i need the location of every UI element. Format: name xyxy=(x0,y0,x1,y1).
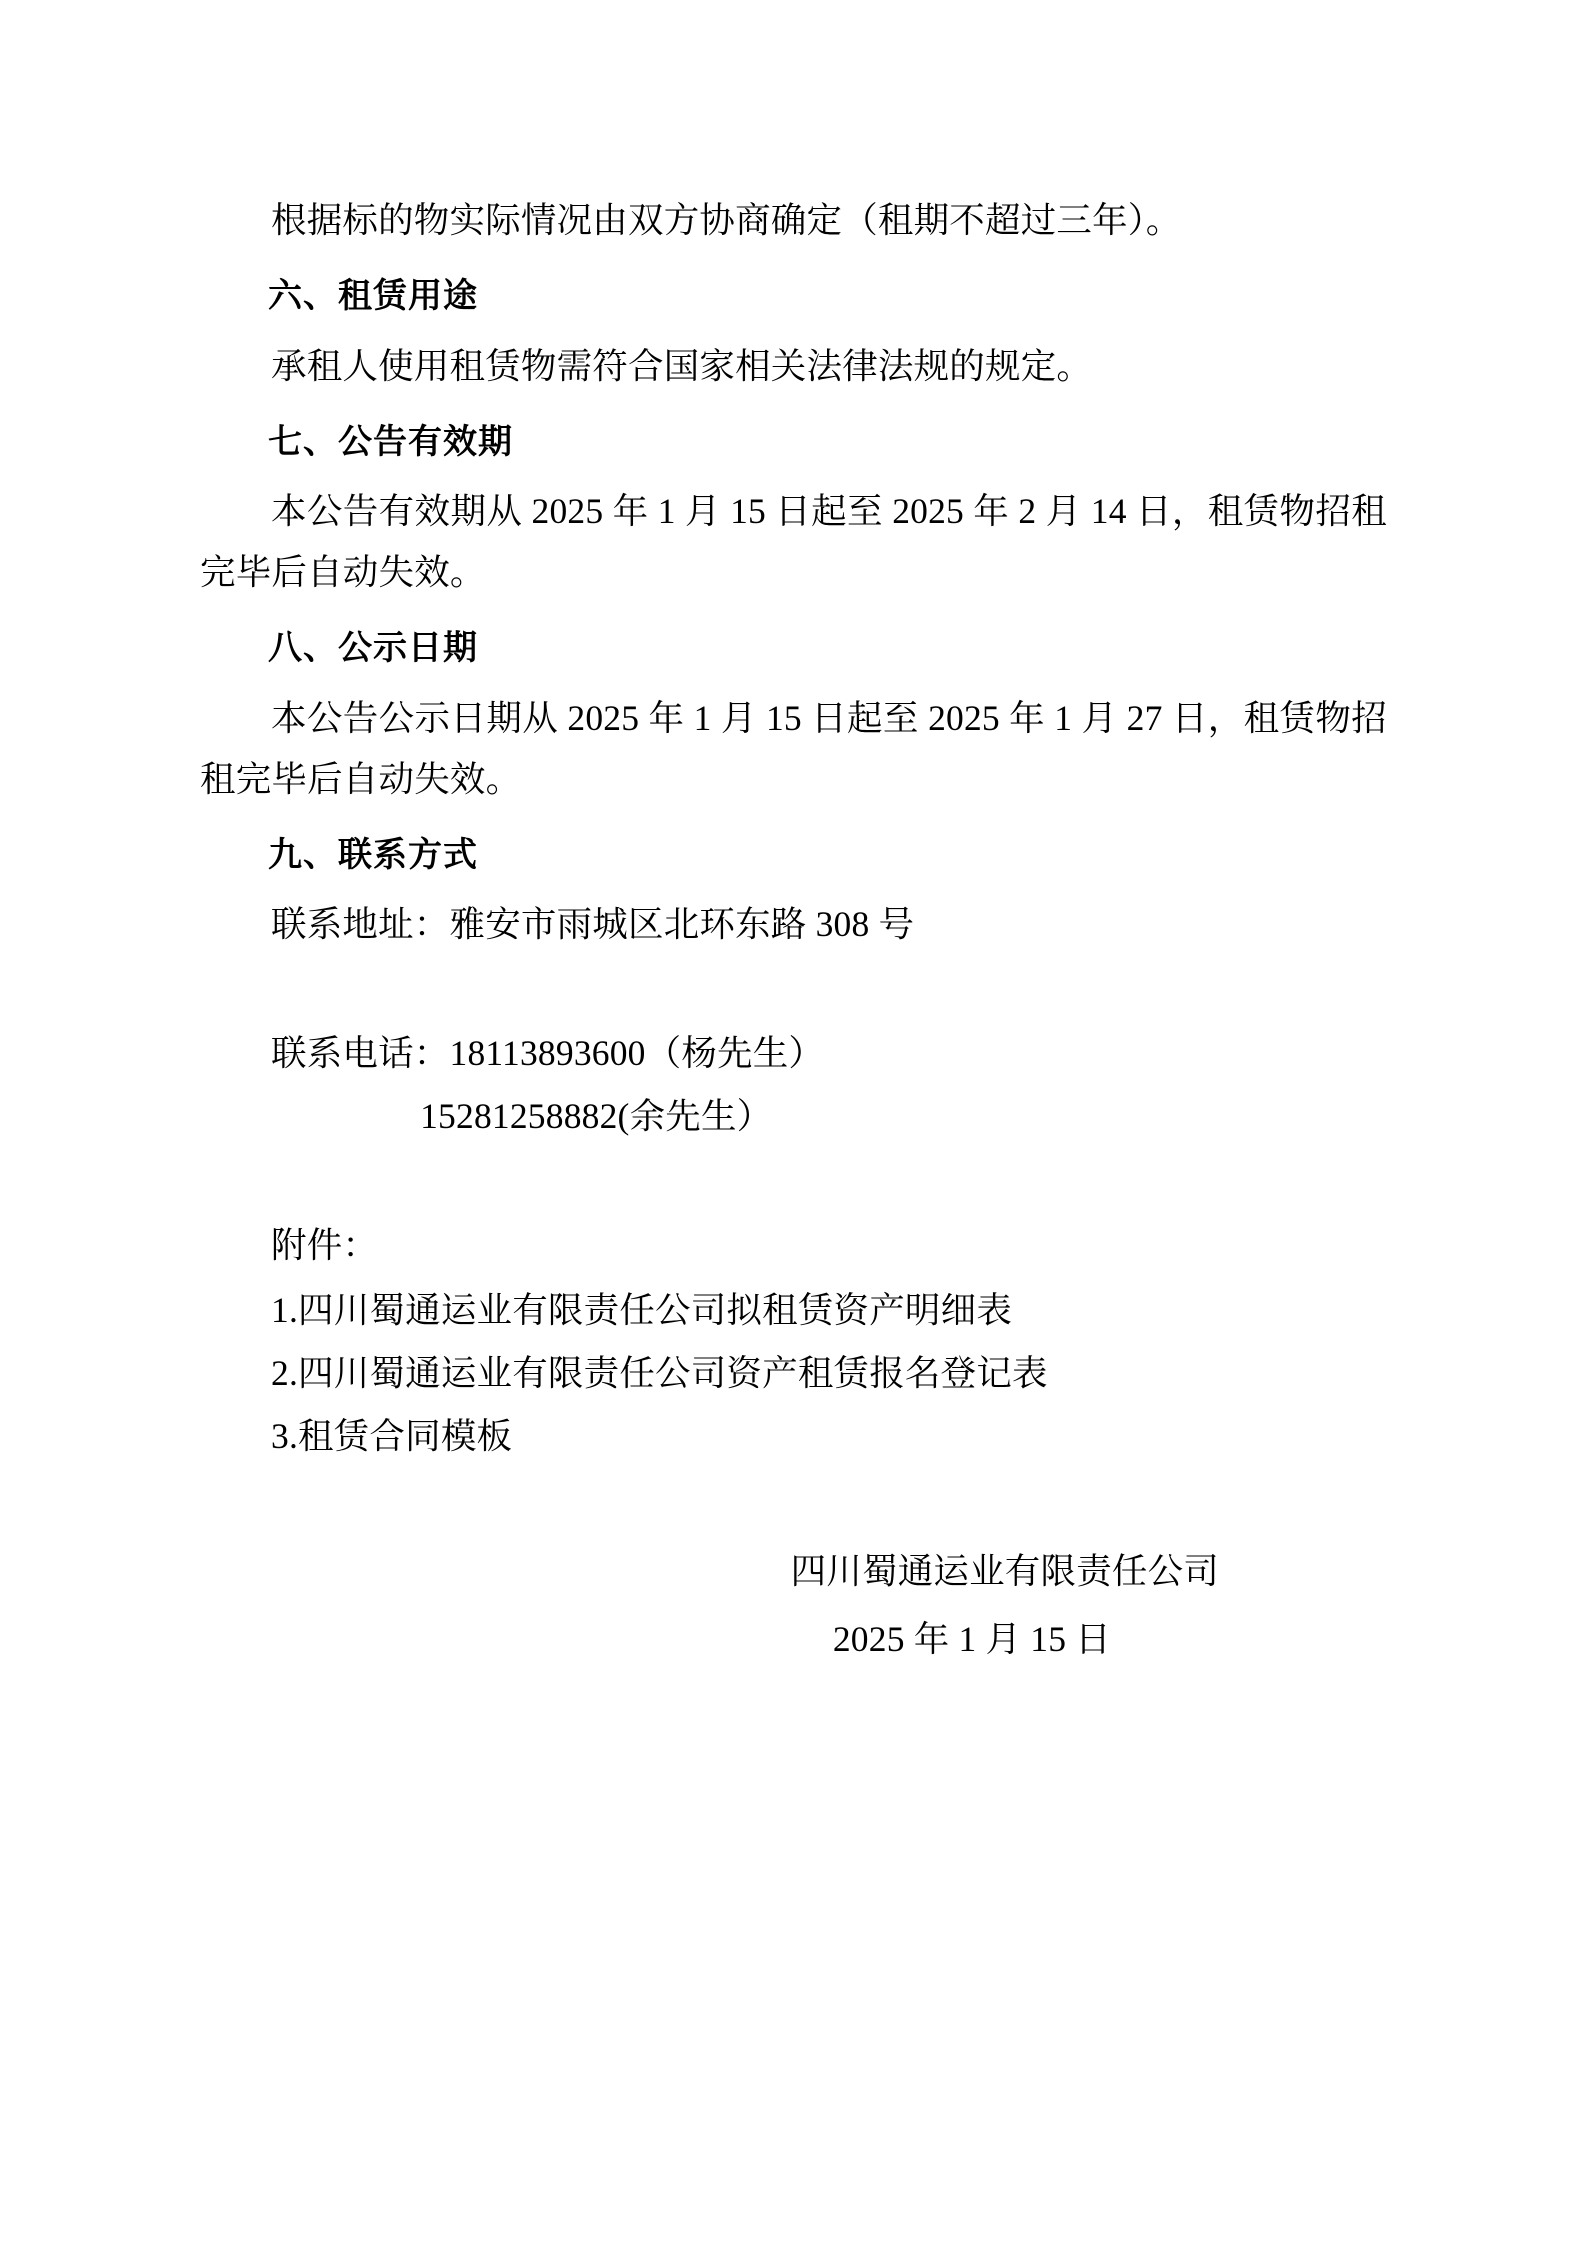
contact-phone-secondary: 15281258882(余先生） xyxy=(420,1096,773,1137)
contact-phone-primary: 联系电话：18113893600（杨先生） xyxy=(271,1033,825,1074)
signature-block xyxy=(200,1541,1387,1669)
attachment-item-2: 2.四川蜀通运业有限责任公司资产租赁报名登记表 xyxy=(271,1353,1048,1394)
section-heading-lease-purpose: 六、租赁用途 xyxy=(268,276,478,317)
signature-company: 四川蜀通运业有限责任公司 xyxy=(790,1551,1219,1592)
attachment-item-1: 1.四川蜀通运业有限责任公司拟租赁资产明细表 xyxy=(271,1290,1013,1331)
section-heading-publicity-date: 八、公示日期 xyxy=(268,628,478,669)
paragraph-lease-term-continuation: 根据标的物实际情况由双方协商确定（租期不超过三年）。 xyxy=(271,200,1182,240)
spacer-before-attachments xyxy=(200,1149,1387,1215)
section-heading-announcement-validity: 七、公告有效期 xyxy=(268,421,513,462)
section-body-announcement-validity: 本公告有效期从 2025 年 1 月 15 日起至 2025 年 2 月 14 日，租赁物招租完毕后自动失效。 xyxy=(200,491,1387,593)
document-body xyxy=(200,190,1387,1670)
section-heading-contact: 九、联系方式 xyxy=(268,834,478,875)
spacer-after-address xyxy=(200,957,1387,1023)
signature-date: 2025 年 1 月 15 日 xyxy=(832,1618,1111,1659)
attachments-label: 附件： xyxy=(271,1225,379,1266)
attachment-item-3: 3.租赁合同模板 xyxy=(271,1416,513,1457)
section-body-publicity-date: 本公告公示日期从 2025 年 1 月 15 日起至 2025 年 1 月 27 日，租赁物招租完毕后自动失效。 xyxy=(200,697,1387,799)
section-body-lease-purpose: 承租人使用租赁物需符合国家相关法律法规的规定。 xyxy=(271,345,1093,386)
contact-address: 联系地址：雅安市雨城区北环东路 308 号 xyxy=(271,904,915,945)
